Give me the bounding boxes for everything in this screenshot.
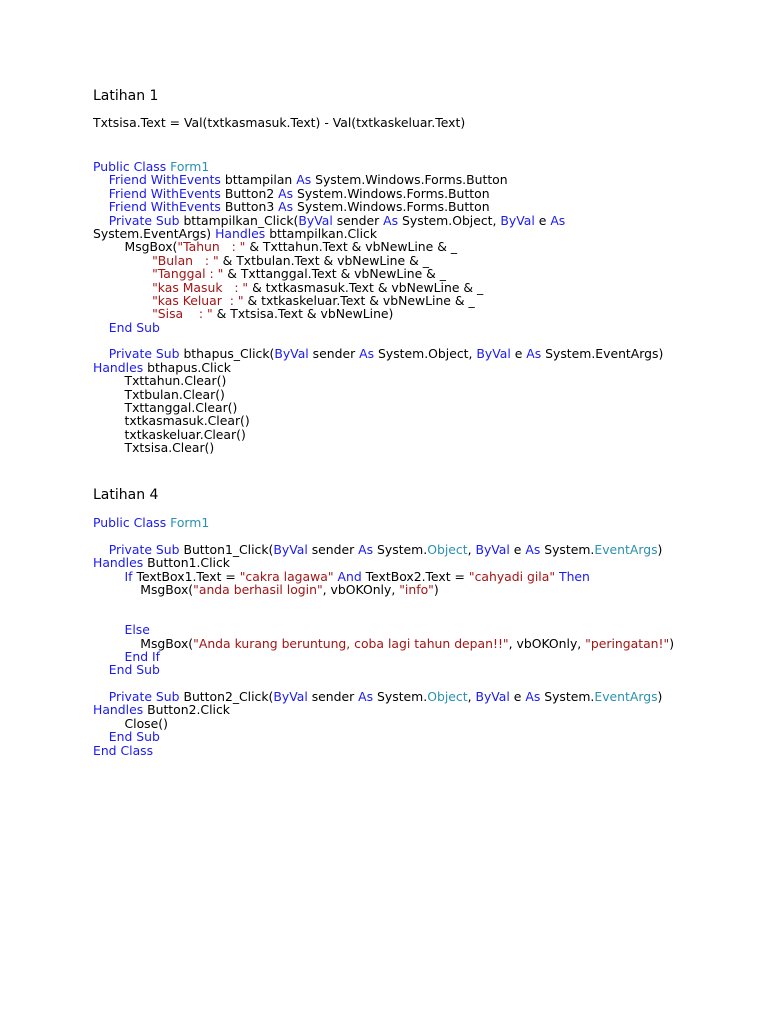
code-line bbox=[93, 388, 753, 401]
code-token: Form1 bbox=[170, 159, 210, 174]
code-line bbox=[93, 730, 753, 743]
code-token: Private Sub bbox=[108, 541, 184, 557]
code-token: bthapus_Click( bbox=[183, 346, 275, 362]
code-line bbox=[93, 441, 753, 454]
code-line bbox=[93, 307, 753, 320]
code-line bbox=[93, 173, 753, 186]
code-token: End Class bbox=[93, 742, 154, 758]
code-token: As bbox=[526, 346, 546, 362]
code-token: As bbox=[525, 541, 545, 557]
code-token: "cahyadi gila" bbox=[468, 568, 556, 584]
code-line bbox=[93, 690, 753, 703]
code-token: ) bbox=[433, 581, 439, 597]
code-token: & Txttahun.Text & vbNewLine & _ bbox=[245, 239, 458, 255]
code-token: Friend WithEvents bbox=[108, 185, 225, 201]
code-token: "Sisa : " bbox=[152, 306, 213, 322]
code-line bbox=[93, 227, 753, 240]
code-block-latihan-1 bbox=[93, 160, 753, 455]
code-token: , bbox=[467, 689, 476, 705]
code-line bbox=[93, 650, 753, 663]
code-token: "kas Masuk : " bbox=[152, 279, 249, 295]
code-token: ByVal bbox=[476, 346, 515, 362]
code-line bbox=[93, 214, 753, 227]
code-line bbox=[93, 663, 753, 676]
code-token: Button3 bbox=[224, 199, 279, 215]
code-token: & Txtsisa.Text & vbNewLine) bbox=[212, 306, 394, 322]
code-line bbox=[93, 187, 753, 200]
code-token: Button2.Click bbox=[147, 702, 230, 718]
code-token: e bbox=[538, 212, 551, 228]
code-token: Handles bbox=[93, 359, 148, 375]
code-token: System. bbox=[544, 689, 595, 705]
code-token: As bbox=[296, 172, 316, 188]
code-token: bttampilkan_Click( bbox=[183, 212, 299, 228]
code-line bbox=[93, 321, 753, 334]
code-token: If bbox=[124, 568, 137, 584]
code-line bbox=[93, 254, 753, 267]
code-token: And bbox=[337, 568, 366, 584]
code-line bbox=[93, 529, 753, 542]
code-token: , vbOKOnly, bbox=[508, 635, 586, 651]
code-token: , vbOKOnly, bbox=[322, 581, 400, 597]
code-line bbox=[93, 623, 753, 636]
code-token: "kas Keluar : " bbox=[152, 292, 244, 308]
code-line bbox=[93, 717, 753, 730]
code-token: Txttanggal.Clear() bbox=[93, 400, 238, 416]
code-line bbox=[93, 200, 753, 213]
code-token: sender bbox=[312, 346, 360, 362]
code-line bbox=[93, 543, 753, 556]
code-token: System.Windows.Forms.Button bbox=[297, 185, 490, 201]
code-token: e bbox=[514, 346, 527, 362]
code-token: Txttahun.Clear() bbox=[93, 373, 227, 389]
code-token: txtkasmasuk.Clear() bbox=[93, 413, 250, 429]
code-token: EventArgs bbox=[594, 541, 658, 557]
code-token: As bbox=[278, 185, 298, 201]
code-token: ByVal bbox=[475, 541, 514, 557]
code-token: Public Class bbox=[93, 159, 171, 174]
code-token: System.EventArgs) bbox=[545, 346, 664, 362]
code-token: System.EventArgs) bbox=[93, 225, 216, 241]
code-token: , bbox=[467, 541, 476, 557]
code-line bbox=[93, 677, 753, 690]
code-line bbox=[93, 516, 753, 529]
code-token: bthapus.Click bbox=[147, 359, 231, 375]
code-token: Button1_Click( bbox=[183, 541, 274, 557]
code-token: MsgBox( bbox=[93, 239, 178, 255]
code-line bbox=[93, 744, 753, 757]
code-line bbox=[93, 414, 753, 427]
code-line bbox=[93, 703, 753, 716]
code-token: System.Object, bbox=[378, 346, 477, 362]
code-token: ByVal bbox=[274, 346, 313, 362]
code-token: Public Class bbox=[93, 515, 171, 530]
code-token: TextBox1.Text = bbox=[136, 568, 240, 584]
code-line bbox=[93, 583, 753, 596]
code-token bbox=[93, 320, 109, 335]
code-token: Then bbox=[559, 568, 590, 584]
code-line bbox=[93, 637, 753, 650]
code-token: & txtkasmasuk.Text & vbNewLine & _ bbox=[248, 279, 484, 295]
code-line bbox=[93, 570, 753, 583]
code-token: As bbox=[358, 541, 378, 557]
code-token: sender bbox=[311, 689, 359, 705]
code-token: Private Sub bbox=[108, 689, 184, 705]
code-token: txtkaskeluar.Clear() bbox=[93, 426, 246, 442]
code-token: "info" bbox=[399, 581, 434, 597]
code-token: Form1 bbox=[170, 515, 210, 530]
code-token: End Sub bbox=[108, 319, 160, 335]
code-line bbox=[93, 160, 753, 173]
code-line bbox=[93, 610, 753, 623]
code-token: sender bbox=[311, 541, 359, 557]
code-token: "peringatan!" bbox=[585, 635, 670, 651]
section-title-latihan-1: Latihan 1 bbox=[93, 88, 159, 104]
code-token: End If bbox=[124, 648, 161, 664]
code-token: Txtsisa.Clear() bbox=[93, 440, 215, 456]
code-token: ) bbox=[657, 689, 663, 705]
code-line bbox=[93, 401, 753, 414]
code-token: "Anda kurang beruntung, coba lagi tahun depan!!" bbox=[193, 635, 509, 651]
code-token: As bbox=[525, 689, 545, 705]
code-token: "Tanggal : " bbox=[152, 266, 224, 282]
code-token bbox=[93, 662, 109, 677]
code-token: e bbox=[513, 541, 526, 557]
code-token: & Txttanggal.Text & vbNewLine & _ bbox=[223, 266, 446, 282]
code-token: System.Object, bbox=[402, 212, 501, 228]
code-token: EventArgs bbox=[594, 689, 658, 705]
code-token: ) bbox=[669, 635, 675, 651]
code-token: As bbox=[383, 212, 403, 228]
code-token: Friend WithEvents bbox=[108, 199, 225, 215]
code-token: System.Windows.Forms.Button bbox=[297, 199, 490, 215]
code-token: Friend WithEvents bbox=[108, 172, 225, 188]
code-token: System. bbox=[377, 541, 428, 557]
code-line bbox=[93, 428, 753, 441]
code-token: End Sub bbox=[108, 729, 160, 745]
code-token: "Bulan : " bbox=[152, 252, 219, 268]
code-token: Handles bbox=[215, 225, 270, 241]
code-token: MsgBox( bbox=[93, 635, 194, 651]
code-token: ByVal bbox=[475, 689, 514, 705]
code-token: Handles bbox=[93, 702, 148, 718]
code-token: Private Sub bbox=[108, 346, 184, 362]
code-token: As bbox=[358, 689, 378, 705]
code-token: Else bbox=[124, 622, 150, 638]
code-token: "anda berhasil login" bbox=[193, 581, 323, 597]
code-token: ByVal bbox=[298, 212, 337, 228]
code-line bbox=[93, 596, 753, 609]
code-token: Close() bbox=[93, 715, 168, 731]
code-token: "Tahun : " bbox=[177, 239, 246, 255]
code-token: Object bbox=[427, 541, 468, 557]
code-line bbox=[93, 240, 753, 253]
code-token: As bbox=[359, 346, 378, 362]
code-token: Private Sub bbox=[108, 212, 184, 228]
code-token: System.Windows.Forms.Button bbox=[315, 172, 508, 188]
code-token: Button2 bbox=[224, 185, 279, 201]
section-title-latihan-4: Latihan 4 bbox=[93, 487, 159, 503]
code-token: As bbox=[550, 212, 566, 228]
code-token: & txtkaskeluar.Text & vbNewLine & _ bbox=[243, 292, 475, 308]
code-token: Handles bbox=[93, 555, 148, 571]
code-token: "cakra lagawa" bbox=[239, 568, 334, 584]
code-token: ) bbox=[657, 541, 663, 557]
code-line bbox=[93, 281, 753, 294]
code-token: Button2_Click( bbox=[183, 689, 274, 705]
code-block-latihan-4 bbox=[93, 516, 753, 757]
code-token: MsgBox( bbox=[93, 581, 194, 597]
code-line bbox=[93, 347, 753, 360]
code-token: & Txtbulan.Text & vbNewLine & _ bbox=[218, 252, 429, 268]
formula-line: Txtsisa.Text = Val(txtkasmasuk.Text) - Val(txtkaskeluar.Text) bbox=[93, 115, 466, 130]
code-token: Button1.Click bbox=[147, 555, 230, 571]
code-line bbox=[93, 556, 753, 569]
code-line bbox=[93, 294, 753, 307]
code-token: bttampilan bbox=[224, 172, 297, 188]
code-token: bttampilkan.Click bbox=[269, 225, 378, 241]
code-token: End Sub bbox=[108, 662, 160, 678]
code-token: ByVal bbox=[500, 212, 539, 228]
code-token: ByVal bbox=[273, 541, 312, 557]
code-token: sender bbox=[336, 212, 384, 228]
code-line bbox=[93, 361, 753, 374]
code-token: System. bbox=[377, 689, 428, 705]
code-token: e bbox=[513, 689, 526, 705]
code-line bbox=[93, 267, 753, 280]
code-line bbox=[93, 374, 753, 387]
code-token: TextBox2.Text = bbox=[365, 568, 469, 584]
code-token: As bbox=[278, 199, 298, 215]
code-line bbox=[93, 334, 753, 347]
code-token: Object bbox=[427, 689, 468, 705]
code-token: Txtbulan.Clear() bbox=[93, 386, 225, 402]
code-token: System. bbox=[544, 541, 595, 557]
code-token: ByVal bbox=[273, 689, 312, 705]
